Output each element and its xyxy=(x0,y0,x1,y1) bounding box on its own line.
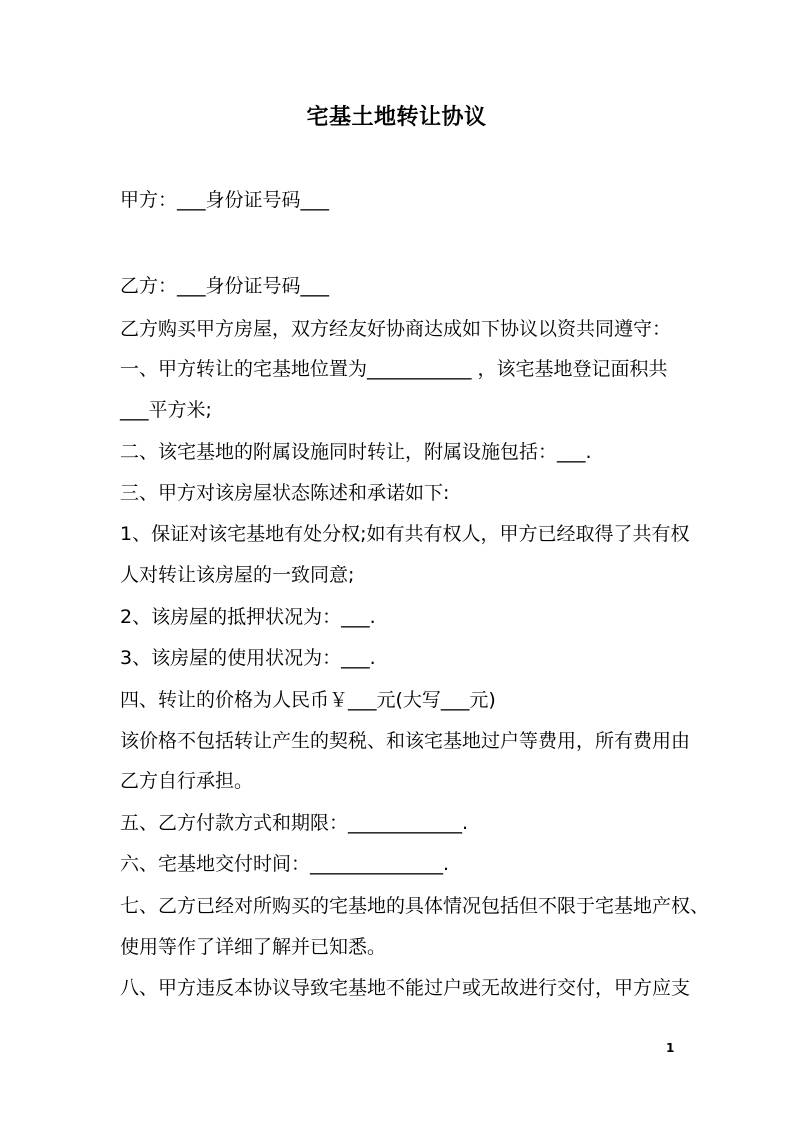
clause-3-item-2: 2、该房屋的抵押状况为：___. xyxy=(120,606,376,628)
clause-3-heading: 三、甲方对该房屋状态陈述和承诺如下: xyxy=(120,482,450,504)
clause-4-line: 四、转让的价格为人民币￥___元(大写___元) xyxy=(120,689,496,711)
clause-7-line-2: 使用等作了详细了解并已知悉。 xyxy=(120,936,387,958)
party-a-line: 甲方：___身份证号码___ xyxy=(120,189,330,211)
clause-3-item-1-line-1: 1、保证对该宅基地有处分权;如有共有权人，甲方已经取得了共有权 xyxy=(120,523,690,545)
party-b-line: 乙方：___身份证号码___ xyxy=(120,275,330,297)
preamble-line: 乙方购买甲方房屋，双方经友好协商达成如下协议以资共同遵守： xyxy=(120,318,672,340)
document-title: 宅基土地转让协议 xyxy=(306,105,487,130)
clause-3-item-1-line-2: 人对转让该房屋的一致同意; xyxy=(120,564,355,586)
clause-2-line: 二、该宅基地的附属设施同时转让，附属设施包括：___. xyxy=(120,441,592,463)
clause-1-line-2: ___平方米; xyxy=(120,399,212,421)
clause-6-line: 六、宅基地交付时间：______________. xyxy=(120,853,450,875)
price-note-line-2: 乙方自行承担。 xyxy=(120,770,254,792)
page-number: 1 xyxy=(666,1041,675,1055)
clause-1-line-1: 一、甲方转让的宅基地位置为___________ ，该宅基地登记面积共 xyxy=(120,358,668,380)
price-note-line-1: 该价格不包括转让产生的契税、和该宅基地过户等费用，所有费用由 xyxy=(120,730,691,752)
clause-3-item-3: 3、该房屋的使用状况为：___. xyxy=(120,647,376,669)
clause-8-line-1: 八、甲方违反本协议导致宅基地不能过户或无故进行交付，甲方应支 xyxy=(120,977,691,999)
clause-7-line-1: 七、乙方已经对所购买的宅基地的具体情况包括但不限于宅基地产权、 xyxy=(120,895,710,917)
clause-5-line: 五、乙方付款方式和期限：____________. xyxy=(120,812,469,834)
